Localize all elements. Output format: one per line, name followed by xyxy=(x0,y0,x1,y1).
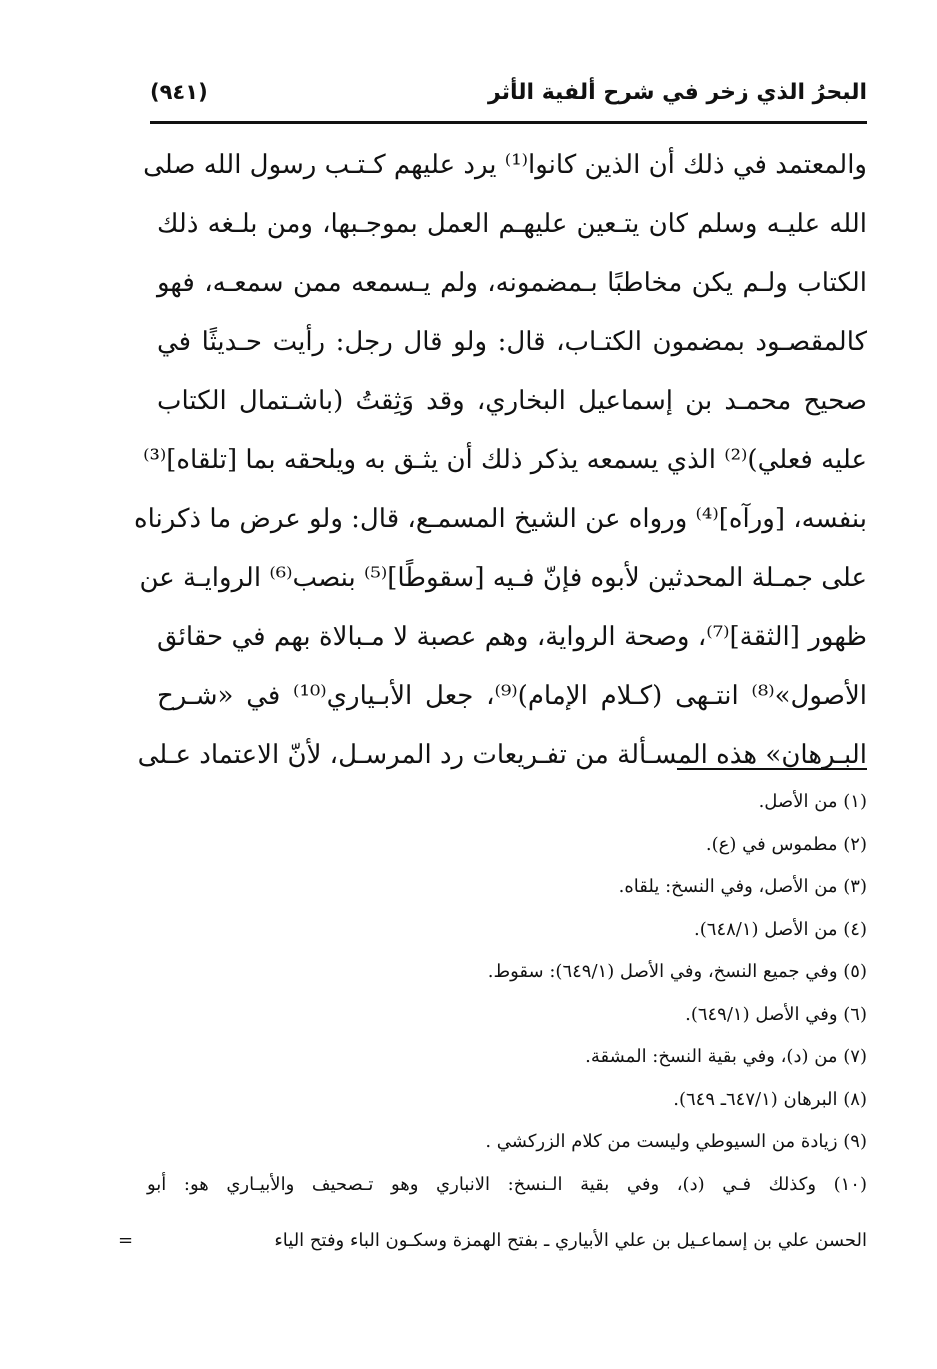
footnote-2: (٢) مطموس في (ع). xyxy=(705,833,867,855)
text-line: ظهور [الثقة]⁽⁷⁾، وصحة الرواية، وهم عصبة لا مـبالاة بهم في حقائق xyxy=(157,622,867,652)
footnote-10-continuation: الحسن علي بن إسماعـيل بن علي الأبياري ـ بفتح الهمزة وسكـون الباء وفتح الياء xyxy=(274,1230,867,1251)
footnote-3: (٣) من الأصل، وفي النسخ: يلقاه. xyxy=(618,876,867,897)
footnote-divider xyxy=(677,768,867,770)
text-line: بنفسه، [ورآه]⁽⁴⁾ ورواه عن الشيخ المسمـع، قال: ولو عرض ما ذكرناه xyxy=(133,504,867,534)
footnote-1: (١) من الأصل. xyxy=(758,791,867,812)
text-line: عليه فعلي)⁽²⁾ الذي يسمعه يذكر ذلك أن يثـق به ويلحقه بما [تلقاه]⁽³⁾ xyxy=(143,445,867,475)
footnote-8: (٨) البرهان (٦٤٧/١ـ ٦٤٩). xyxy=(673,1088,867,1110)
text-line: كالمقصـود بمضمون الكتـاب، قال: ولو قال رجل: رأيت حـديثًا في xyxy=(157,327,867,357)
text-line: البـرهان» هذه المسـألة من تفـريعات رد المرسـل، لأنّ الاعتماد عـلى xyxy=(137,740,867,770)
footnotes xyxy=(147,783,867,1208)
header-divider xyxy=(150,121,867,124)
text-line: صحيح محمـد بن إسماعيل البخاري، وقد وَثِقتُ (باشـتمال الكتاب xyxy=(157,386,867,416)
footnote-9: (٩) زيادة من السيوطي وليست من كلام الزركشي . xyxy=(485,1131,867,1152)
footnote-6: (٦) وفي الأصل (٦٤٩/١). xyxy=(685,1003,867,1025)
text-line: الله عليـه وسلم كان يتـعين عليهـم العمل بموجـبها، ومن بلـغه ذلك xyxy=(157,209,867,239)
text-line: والمعتمد في ذلك أن الذين كانوا⁽¹⁾ يرد عليهم كـتـب رسول الله صلى xyxy=(143,150,867,180)
main-text xyxy=(133,136,867,785)
footnote-10: (١٠) وكذلك فـي (د)، وفي بقية الـنسخ: الانباري وهو تـصحيف والأبيـاري هو: أبو xyxy=(147,1173,867,1195)
footnote-4: (٤) من الأصل (٦٤٨/١). xyxy=(694,918,867,940)
text-line: الكتاب ولـم يكن مخاطبًا بـمضمونه، ولم يـسمعه ممن سمعـه، فهو xyxy=(157,268,867,298)
footnote-7: (٧) من (د)، وفي بقية النسخ: المشقة. xyxy=(585,1046,867,1067)
text-line: الأصول»⁽⁸⁾ انتـهى (كـلام الإمام)⁽⁹⁾، جعل الأبـياري⁽¹⁰⁾ في «شـرح xyxy=(157,681,867,711)
footnote-5: (٥) وفي جميع النسخ، وفي الأصل (٦٤٩/١): سقوط. xyxy=(487,961,867,982)
continuation-mark: = xyxy=(118,1230,134,1251)
page-number: (٩٤١) xyxy=(150,80,208,104)
text-line: على جمـلة المحدثين لأبوه فإنّ فـيه [سقوطًا]⁽⁵⁾ بنصب⁽⁶⁾ الروايـة عن xyxy=(139,563,867,593)
running-header xyxy=(150,78,867,118)
book-title: البحرُ الذي زخر في شرح ألفية الأثر xyxy=(488,80,867,105)
